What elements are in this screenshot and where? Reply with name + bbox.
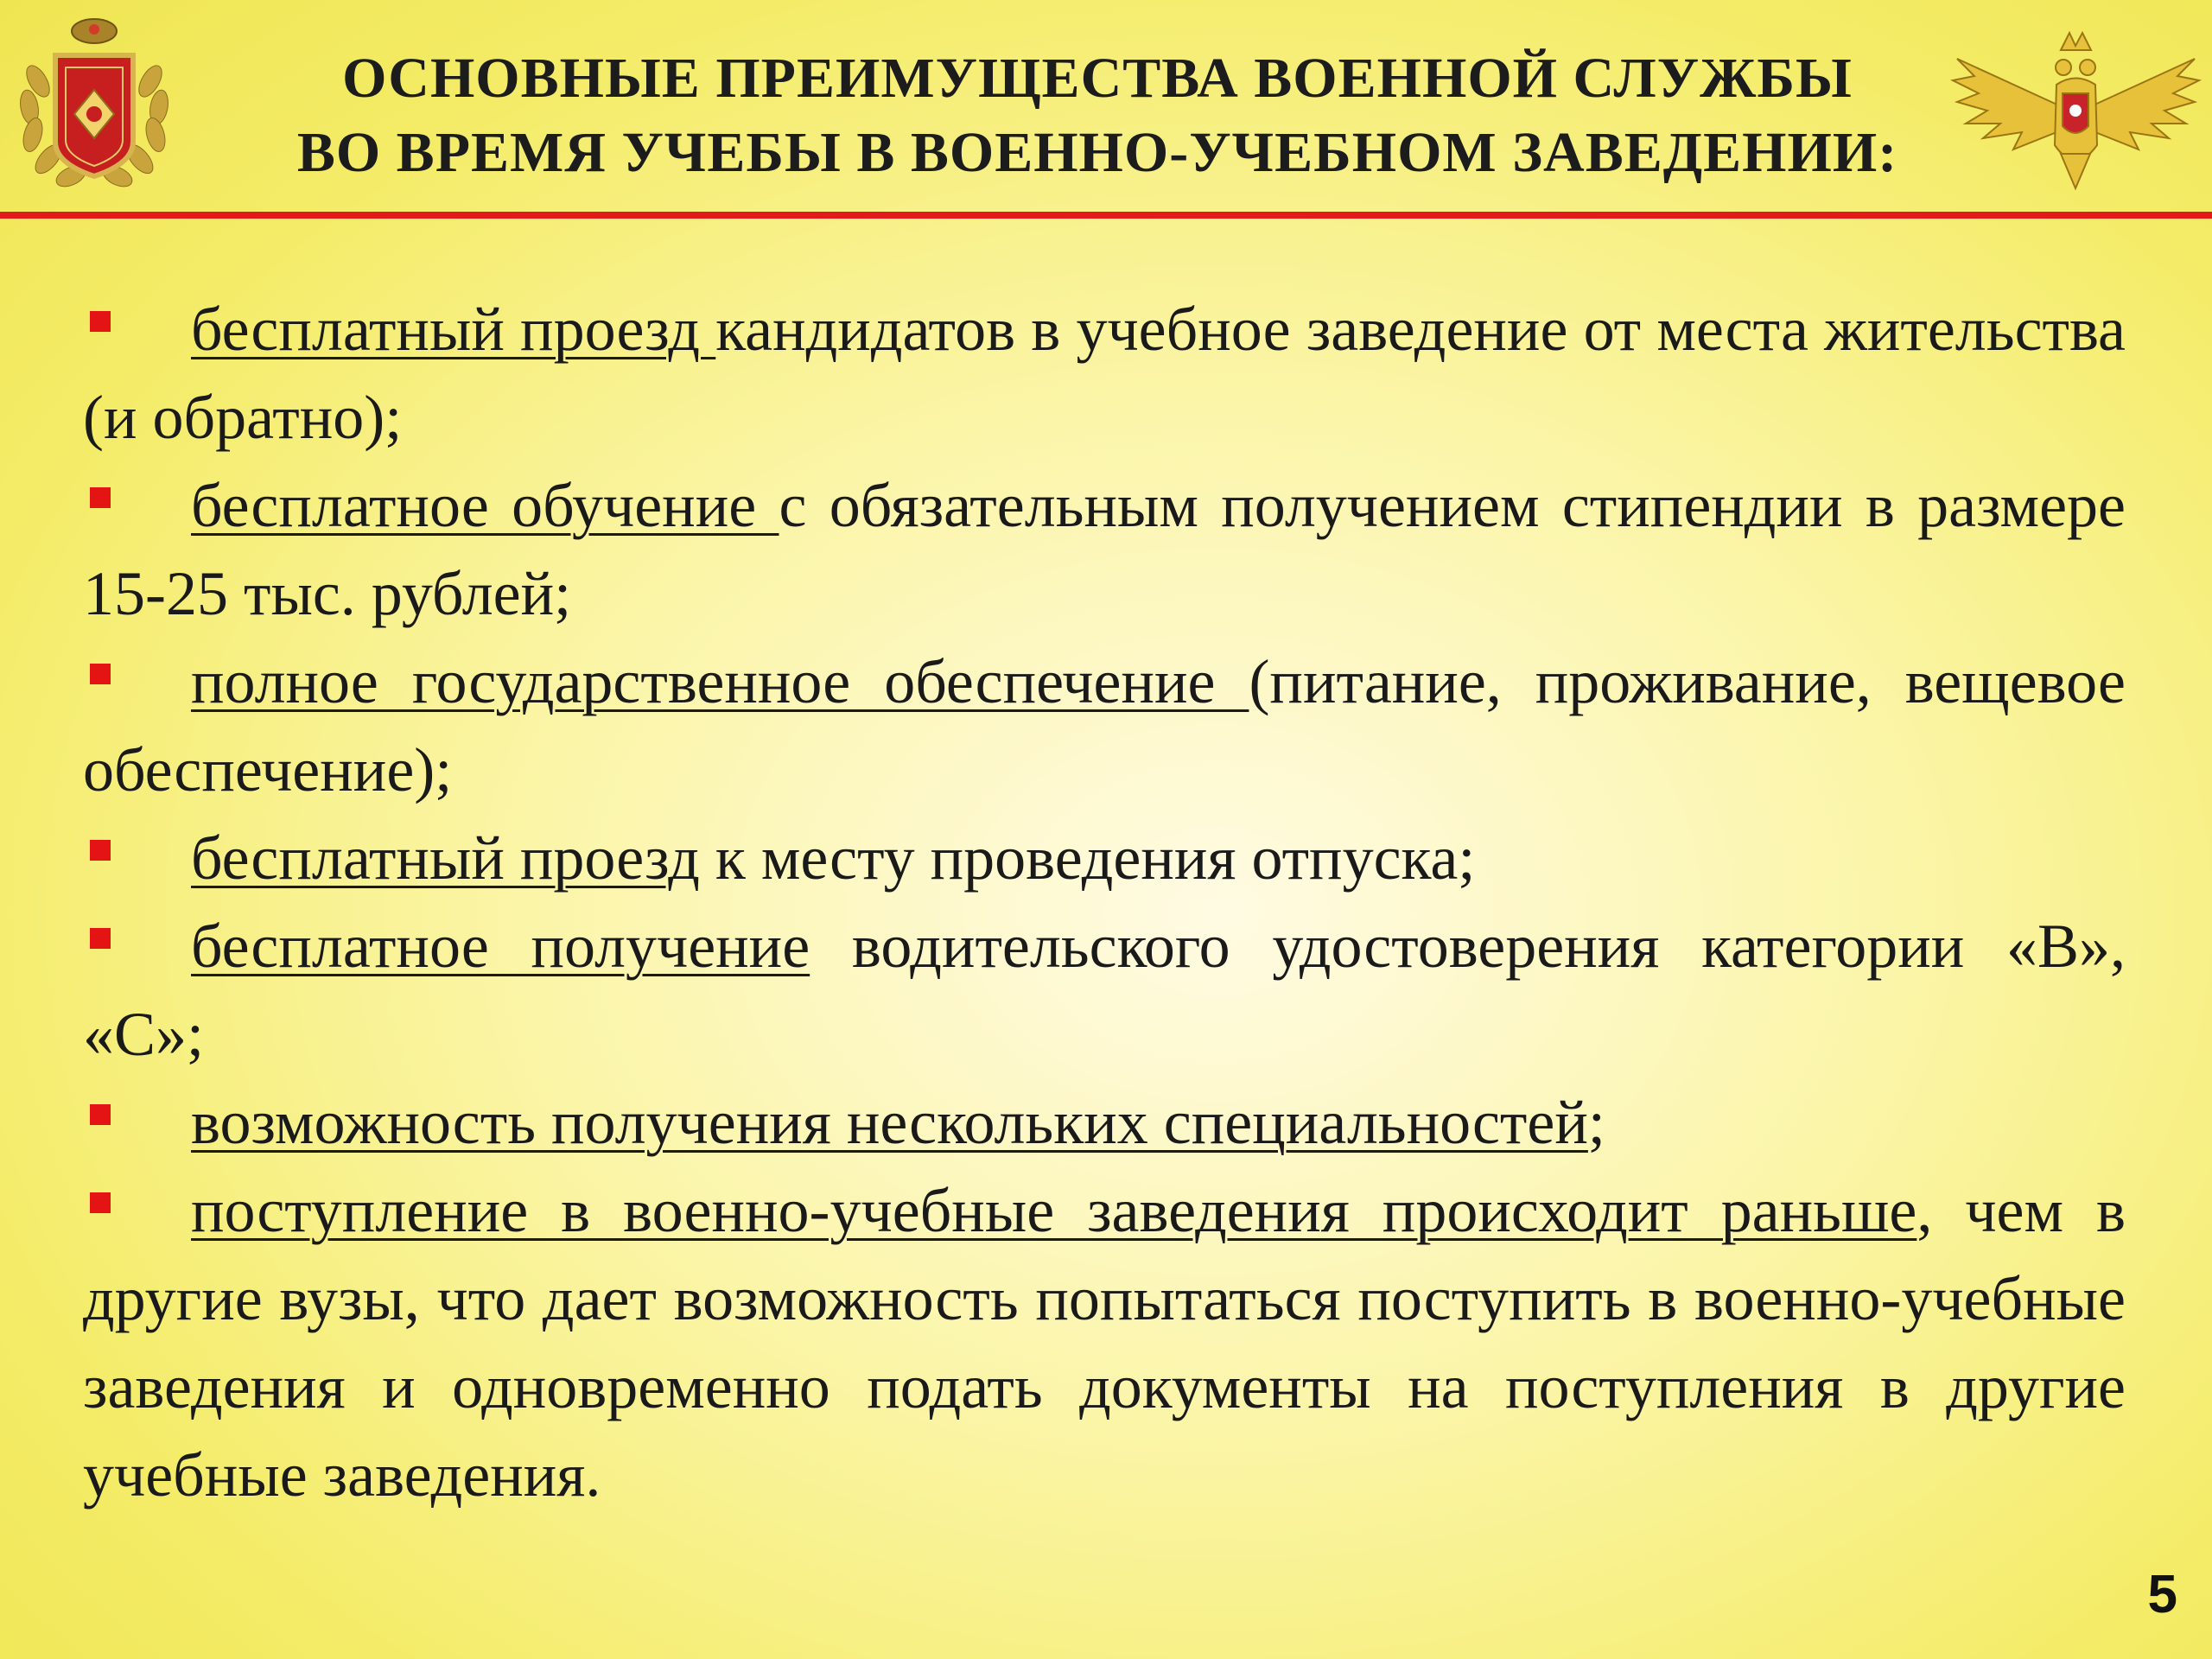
bullet-square-icon <box>90 664 111 684</box>
bullet-square-icon <box>90 487 111 508</box>
item-underlined-text: бесплатное получение <box>191 912 810 981</box>
item-underlined-text: поступление в военно-учебные заведения происходит раньше <box>191 1176 1917 1245</box>
military-commissariat-emblem-icon <box>12 12 176 198</box>
benefits-list <box>83 285 2126 1519</box>
list-item <box>83 814 2126 902</box>
page-number: 5 <box>2147 1565 2177 1624</box>
item-underlined-text: бесплатный проезд <box>191 823 700 893</box>
item-underlined-text: возможность получения нескольких специальностей <box>191 1088 1588 1157</box>
item-text: , чем в другие вузы, что дает возможность попытаться поступить в военно-учебные заведения и одновременно подать документы на поступления в другие учебные заведения. <box>83 1176 2126 1510</box>
list-item <box>83 285 2126 461</box>
list-item <box>83 902 2126 1078</box>
item-underlined-text: бесплатный проезд <box>191 295 716 364</box>
bullet-square-icon <box>90 928 111 949</box>
title-line-2: ВО ВРЕМЯ УЧЕБЫ В ВОЕННО-УЧЕБНОМ ЗАВЕДЕНИИ: <box>296 121 1898 184</box>
item-text: кандидатов в учебное заведение от места жительства (и обратно); <box>83 295 2126 452</box>
slide-header <box>0 0 2212 216</box>
item-underlined-text: бесплатное обучение <box>191 471 779 540</box>
item-text: (питание, проживание, вещевое обеспечение); <box>83 647 2126 804</box>
list-item <box>83 461 2126 638</box>
list-item <box>83 1166 2126 1519</box>
item-text: ; <box>1587 1088 1605 1157</box>
item-text: с обязательным получением стипендии в размере 15-25 тыс. рублей; <box>83 471 2126 628</box>
bullet-square-icon <box>90 311 111 332</box>
bullet-square-icon <box>90 1104 111 1125</box>
item-text: к месту проведения отпуска; <box>699 823 1476 893</box>
list-item <box>83 1078 2126 1166</box>
page-title <box>207 41 1987 190</box>
armed-forces-eagle-emblem-icon <box>1948 24 2203 193</box>
list-item <box>83 638 2126 814</box>
bullet-square-icon <box>90 1192 111 1213</box>
header-divider <box>0 212 2212 219</box>
bullet-square-icon <box>90 840 111 861</box>
item-underlined-text: полное государственное обеспечение <box>191 647 1249 716</box>
item-text: водительского удостоверения категории «В», «С»; <box>83 912 2126 1069</box>
title-line-1: ОСНОВНЫЕ ПРЕИМУЩЕСТВА ВОЕННОЙ СЛУЖБЫ <box>342 47 1853 110</box>
